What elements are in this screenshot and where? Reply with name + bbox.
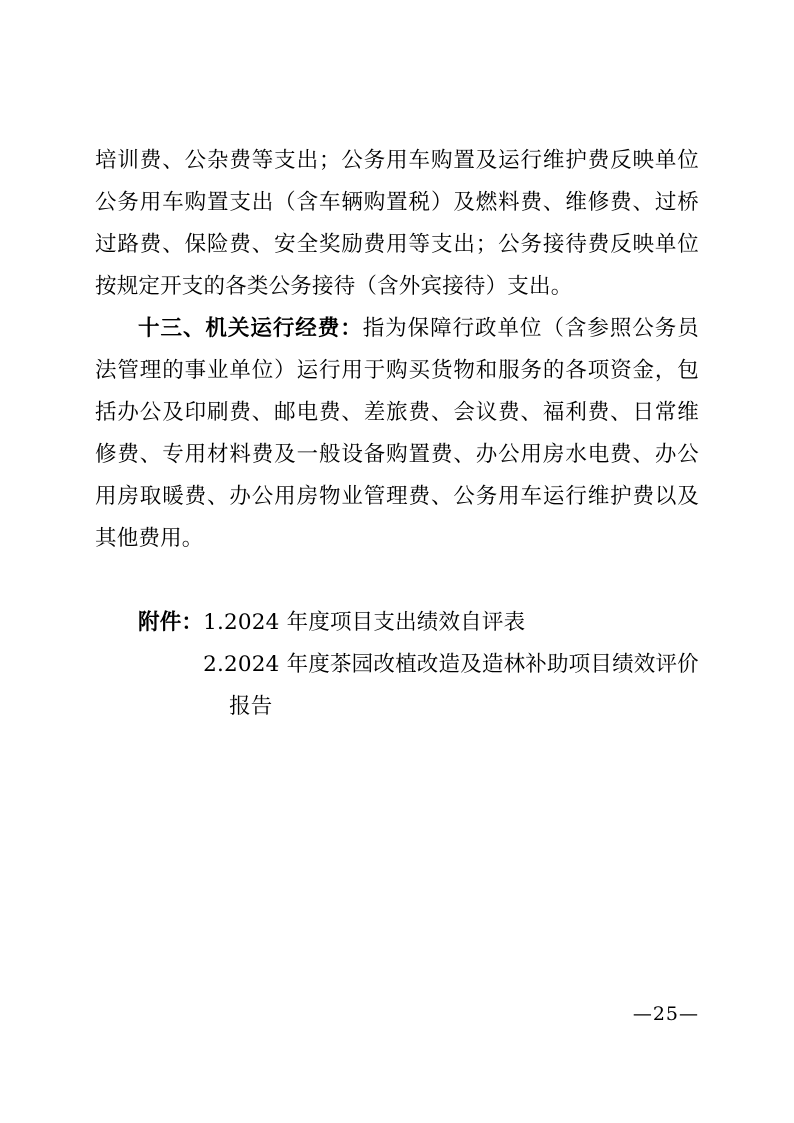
attachments-section [95,602,699,728]
attachments-row [95,602,699,728]
paragraph-continued-text: 培训费、公杂费等支出；公务用车购置及运行维护费反映单位公务用车购置支出（含车辆购置税）及燃料费、维修费、过桥过路费、保险费、安全奖励费用等支出；公务接待费反映单位按规定开支的各类公务接待（含外宾接待）支出。 [95,148,699,299]
document-body [95,140,699,728]
attachments-label: 附件： [138,610,204,635]
attachment-item-1: 1.2024 年度项目支出绩效自评表 [203,610,526,635]
paragraph-item-13-text: 指为保障行政单位（含参照公务员法管理的事业单位）运行用于购买货物和服务的各项资金，包括办公及印刷费、邮电费、差旅费、会议费、福利费、日常维修费、专用材料费及一般设备购置费、办公用房水电费、办公用房取暖费、办公用房物业管理费、公务用车运行维护费以及其他费用。 [95,316,699,551]
paragraph-item-13-lead: 十三、机关运行经费： [138,316,363,341]
attachment-item-2-continuation: 报告 [229,694,273,719]
paragraph-item-13 [95,308,699,560]
attachment-item-2: 2.2024 年度茶园改植改造及造林补助项目绩效评价 [203,652,699,677]
attachments-list [203,602,699,728]
page-number: —25— [632,1003,699,1025]
paragraph-continued [95,140,699,308]
